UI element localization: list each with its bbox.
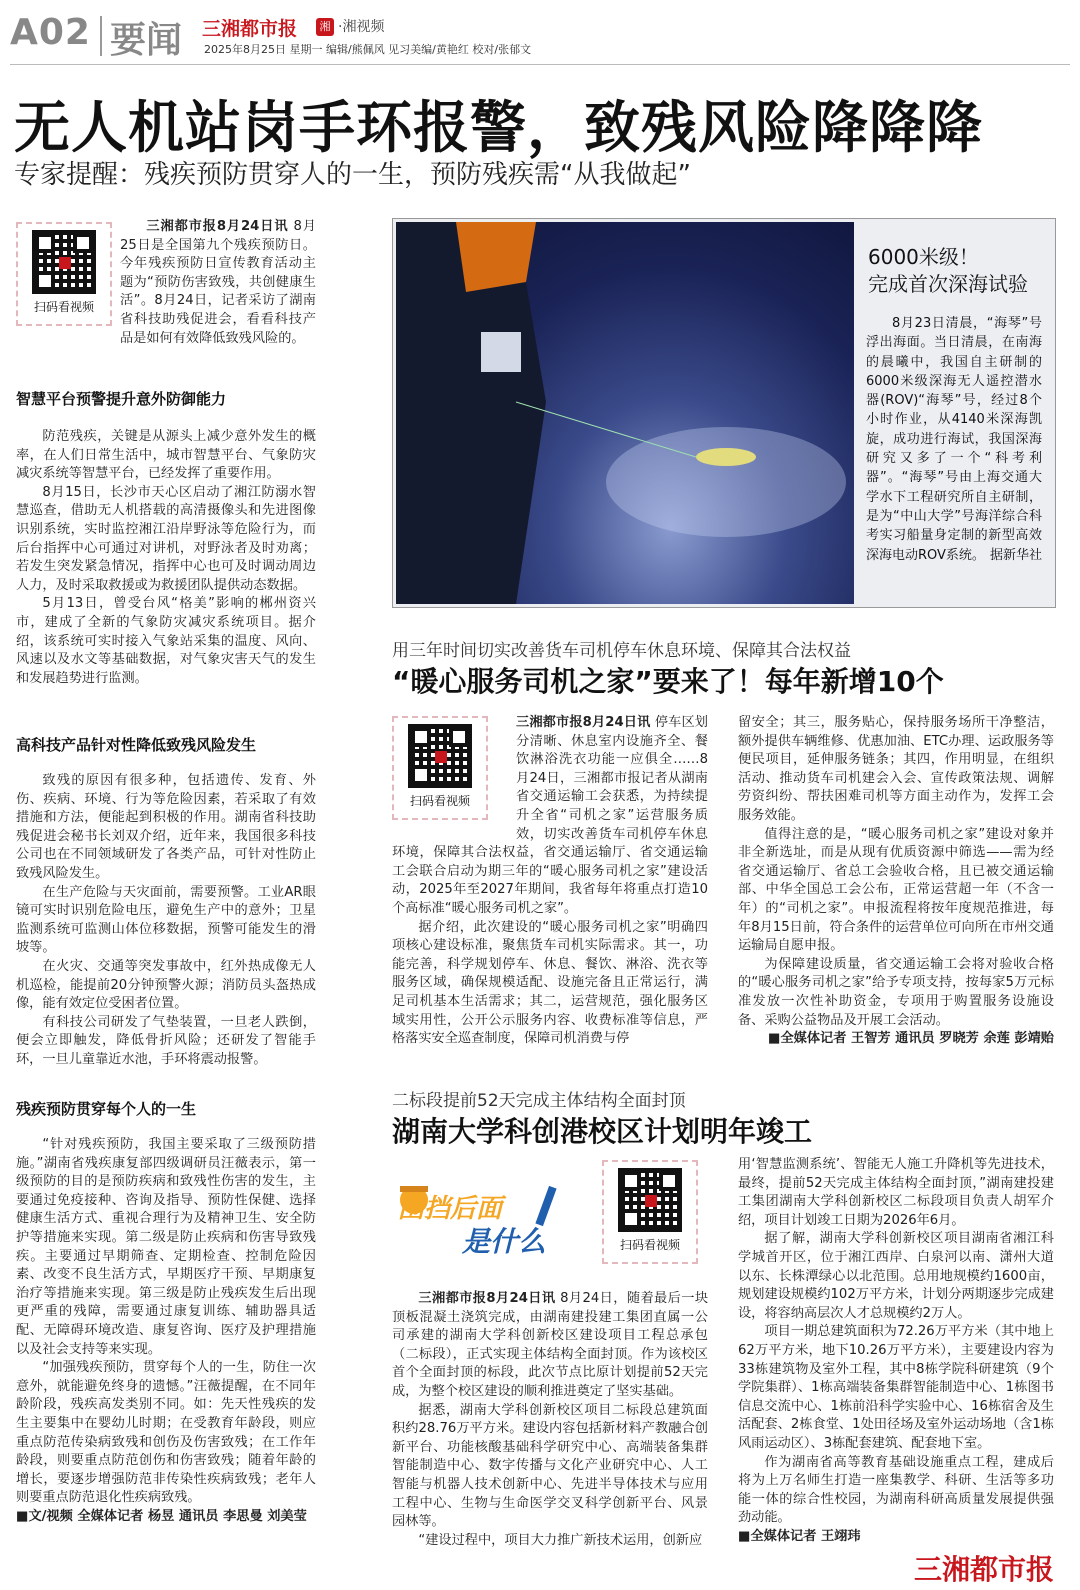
hnu-byline: ■全媒体记者 王翊玮 [738, 1528, 861, 1544]
left-lead: 三湘都市报8月24日讯 8月25日是全国第九个残疾预防日。今年残疾预防日宣传教育活动主题为“预防伤害致残，共创健康生活”。8月24日，记者采访了湖南省科技助残促进会，看看科技产品是如何有效降低致残风险的。 [120, 219, 316, 346]
header-divider [100, 16, 102, 56]
left-section-2: 致残的原因有很多种，包括遗传、发育、外伤、疾病、环境、行为等危险因素，若采取了有效措施和方法，便能起到积极的作用。湖南省科技助残促进会秘书长刘双介绍，近年来，我国很多科技公司也在不同领域研发了各类产品，可针对性防止致残风险发生。 在生产危险与天灾面前，需要预警。工业AR眼镜可实时识别危险电压，避免生产中的意外；卫星监测系统可监测山体位移数据，预警可能发生的滑坡等。 在火灾、交通等突发事故中，红外热成像无人机巡检，能提前20分钟预警火源；消防员头盔热成像，能有效定位受困者位置。 有科技公司研发了气垫装置，一旦老人跌倒，便会立即触发，降低骨折风险；还研发了智能手环，一旦儿童靠近水池，手环将震动报警。 [16, 773, 316, 1067]
photo-story-body: 8月23日清晨，“海琴”号浮出海面。当日清晨，在南海的晨曦中，我国自主研制的6000米级深海无人遥控潜水器(ROV)“海琴”号，经过8个小时作业，从4140米深海凯旋，成功进行海试，我国深海研究又多了一个“科考利器”。“海琴”号由上海交通大学水下工程研究所自主研制，是为“中山大学”号海洋综合科考实习船量身定制的新型高效深海电动ROV系统。 据新华社 [866, 316, 1042, 563]
drivers-col-2: 留安全；其三，服务贴心，保持服务场所干净整洁，额外提供车辆维修、优惠加油、ETC办理、运政服务等便民项目，延伸服务链条；其四，作用明显，在组织活动、推动货车司机建会入会、宣传政策法规、调解劳资纠纷、帮扶困难司机等方面主动作为，发挥工会服务效能。 值得注意的是，“暖心服务司机之家”建设对象并非全新选址，而是从现有优质资源中筛选——需为经省交通运输厅、省总工会验收合格，且已被交通运输部、中华全国总工会公布，正常运营超一年（不含一年）的“司机之家”。申报流程将按年度规范推进，每年8月15日前，符合条件的运营单位可向所在市州交通运输局自愿申报。 为保障建设质量，省交通运输工会将对验收合格的“暖心服务司机之家”给予专项支持，按每家5万元标准发放一次性补助资金，专项用于购置服务设施设备、采购公益物品及开展工会活动。 ■全媒体记者 王智芳 通讯员 罗晓芳 余莲 彭靖贻 [738, 714, 1054, 1049]
hnu-col-1: 三湘都市报8月24日讯 8月24日，随着最后一块顶板混凝土浇筑完成，由湖南建投建工集团直属一公司承建的湖南大学科创新校区建设项目工程总承包（二标段），正式实现主体结构全面封顶。作为该校区首个全面封顶的标段，此次节点比原计划提前52天完成，为整个校区建设的顺利推进奠定了坚实基础。 据悉，湖南大学科创新校区项目二标段总建筑面积约28.76万平方米。建设内容包括新材料产教融合创新平台、功能核酸基础科学研究中心、高端装备集群智能制造中心、数字传播与文化产业研究中心、人工智能与机器人技术创新中心、先进半导体技术与应用工程中心、生物与生命医学交叉科学创新平台、风景园林等。 “建设过程中，项目大力推广新技术运用，创新应 [392, 1291, 709, 1548]
footer-brand-logo: 三湘都市报 [914, 1553, 1055, 1586]
left-byline: ■文/视频 全媒体记者 杨昱 通讯员 李思曼 刘美莹 [16, 1508, 307, 1524]
hnu-col-2: 用‘智慧监测系统’、智能无人施工升降机等先进技术，最终，提前52天完成主体结构全面封顶，”湖南建投建工集团湖南大学科创新校区二标段项目负责人胡军介绍，项目计划竣工日期为2026年6月。 据了解，湖南大学科创新校区项目湖南省湘江科学城首开区，位于湘江西岸、白泉河以南、潇州大道以东、长株潭绿心以北范围。总用地规模约1600亩，规划建设规模约102万平方米，计划分两期逐步完成建设，将容纳高层次人才总规模约2万人。 项目一期总建筑面积为72.26万平方米（其中地上62万平方米，地下10.26万平方米），主要建设内容为33栋建筑物及室外工程，其中8栋学院科研建筑（9个学院集群）、1栋高端装备集群智能制造中心、1栋图书信息交流中心、1栋前沿科学实验中心、16栋宿舍及生活配套、2栋食堂、1处田径场及室外运动场地（含1栋风雨运动区）、3栋配套建筑、配套地下室。 作为湖南省高等教育基础设施重点工程，建成后将为上万名师生打造一座集教学、科研、生活等多功能一体的综合性校园，为湖南科研高质量发展提供强劲动能。 ■全媒体记者 王翊玮 [738, 1156, 1054, 1546]
section-heading-1: 智慧平台预警提升意外防御能力 [16, 390, 227, 408]
left-section-3: “针对残疾预防，我国主要采取了三级预防措施。”湖南省残疾康复部四级调研员汪薇表示，第一级预防的目的是预防疾病和致残性伤害的发生，主要通过免疫接种、咨询及指导、预防性保健、选择健康生活方式、重视合理行为及精神卫生、安全防护等措施来实现。第二级是防止疾病和伤害导致残疾。主要通过早期筛查、定期检查、控制危险因素、改变不良生活方式，早期医疗干预、早期康复治疗等措施来实现。第三级是防止残疾发生后出现更严重的残障，需要通过康复训练、辅助器具适配、无障碍环境改造、康复咨询、医疗及护理措施以及社会支持等来实现。 “加强残疾预防，贯穿每个人的一生，防住一次意外，就能避免终身的遗憾。”汪薇提醒，在不同年龄阶段，残疾高发类别不同。如：先天性残疾的发生主要集中在婴幼儿时期；在受教育年龄段，则应重点防范传染病致残和创伤及伤害致残；在工作年龄段，则要重点防范创伤和伤害致残；随着年龄的增长，要逐步增强防范非传染性疾病致残；老年人则要重点防范退化性疾病致残。 ■文/视频 全媒体记者 杨昱 通讯员 李思曼 刘美莹 [16, 1136, 316, 1526]
video-brand: ·湘视频 [338, 19, 385, 35]
video-logo-icon: 湘 [316, 18, 334, 36]
header-rule [10, 64, 1070, 65]
section-heading-3: 残疾预防贯穿每个人的一生 [16, 1100, 197, 1118]
qr-code-box[interactable] [602, 1160, 698, 1264]
drivers-title: “暖心服务司机之家”要来了！每年新增10个 [392, 665, 944, 698]
page-number: A02 [10, 12, 91, 53]
newspaper-brand: 三湘都市报 [202, 18, 298, 40]
qr-caption: 扫码看视频 [619, 1238, 680, 1252]
ship-rov-illustration [396, 222, 854, 604]
drivers-col-1: 三湘都市报8月24日讯 停车区划分清晰、休息室内设施齐全、餐饮淋浴洗衣功能一应俱全……8月24日，三湘都市报记者从湖南省交通运输工会获悉，为持续提升全省“司机之家”运营服务质效，切实改善货车司机停车休息环境，保障其合法权益，省交通运输厅、省交通运输工会联合启动为期三年的“暖心服务司机之家”建设活动，2025年至2027年期间，我省每年将重点打造10个高标准“暖心服务司机之家”。 据介绍，此次建设的“暖心服务司机之家”明确四项核心建设标准，聚焦货车司机实际需求。其一，功能完善，科学规划停车、休息、餐饮、淋浴、洗衣等服务区域，确保规模适配、设施完备且正常运行，满足司机基本生活需求；其二，运营规范，强化服务区域实用性，公开公示服务内容、收费标准等信息，严格落实安全巡查制度，保障司机消费与停 [392, 715, 708, 1047]
drivers-byline: ■全媒体记者 王智芳 通讯员 罗晓芳 余莲 彭靖贻 [768, 1031, 1054, 1047]
sub-headline: 专家提醒：残疾预防贯穿人的一生，预防残疾需“从我做起” [14, 160, 691, 190]
qr-caption: 扫码看视频 [33, 300, 94, 314]
main-headline: 无人机站岗手环报警，致残风险降降降 [14, 96, 983, 161]
issue-meta: 2025年8月25日 星期一 编辑/熊佩风 见习美编/黄艳红 校对/张郁文 [204, 43, 532, 56]
qr-code-icon[interactable] [618, 1168, 682, 1232]
section-heading-2: 高科技产品针对性降低致残风险发生 [16, 736, 257, 754]
left-section-1: 防范残疾，关键是从源头上减少意外发生的概率，在人们日常生活中，城市智慧平台、气象防灾减灾系统等智慧平台，已经发挥了重要作用。 8月15日，长沙市天心区启动了湘江防溺水智慧巡查，借助无人机搭载的高清摄像头和先进图像识别系统，实时监控湘江沿岸野泳等危险行为，而后台指挥中心可通过对讲机，对野泳者及时劝离；若发生突发紧急情况，指挥中心也可及时调动周边人力，及时采取救援或为救援团队提供动态数据。 5月13日，曾受台风“格美”影响的郴州资兴市，建成了全新的气象防灾减灾系统项目。据介绍，该系统可实时接入气象站采集的温度、风向、风速以及水文等基础数据，对气象灾害天气的发生和发展趋势进行监测。 [16, 429, 316, 686]
promo-line-2: 是什么 [462, 1225, 547, 1258]
deep-sea-photo [396, 222, 854, 604]
hnu-kicker: 二标段提前52天完成主体结构全面封顶 [392, 1091, 686, 1111]
hnu-title: 湖南大学科创港校区计划明年竣工 [392, 1115, 813, 1148]
drivers-kicker: 用三年时间切实改善货车司机停车休息环境、保障其合法权益 [392, 641, 851, 661]
promo-line-1: 围挡后面 [398, 1194, 503, 1224]
promo-banner [392, 1166, 592, 1256]
section-name: 要闻 [110, 20, 183, 61]
photo-story-title: 6000米级！ 完成首次深海试验 [868, 245, 1028, 296]
qr-caption: 扫码看视频 [409, 794, 470, 808]
